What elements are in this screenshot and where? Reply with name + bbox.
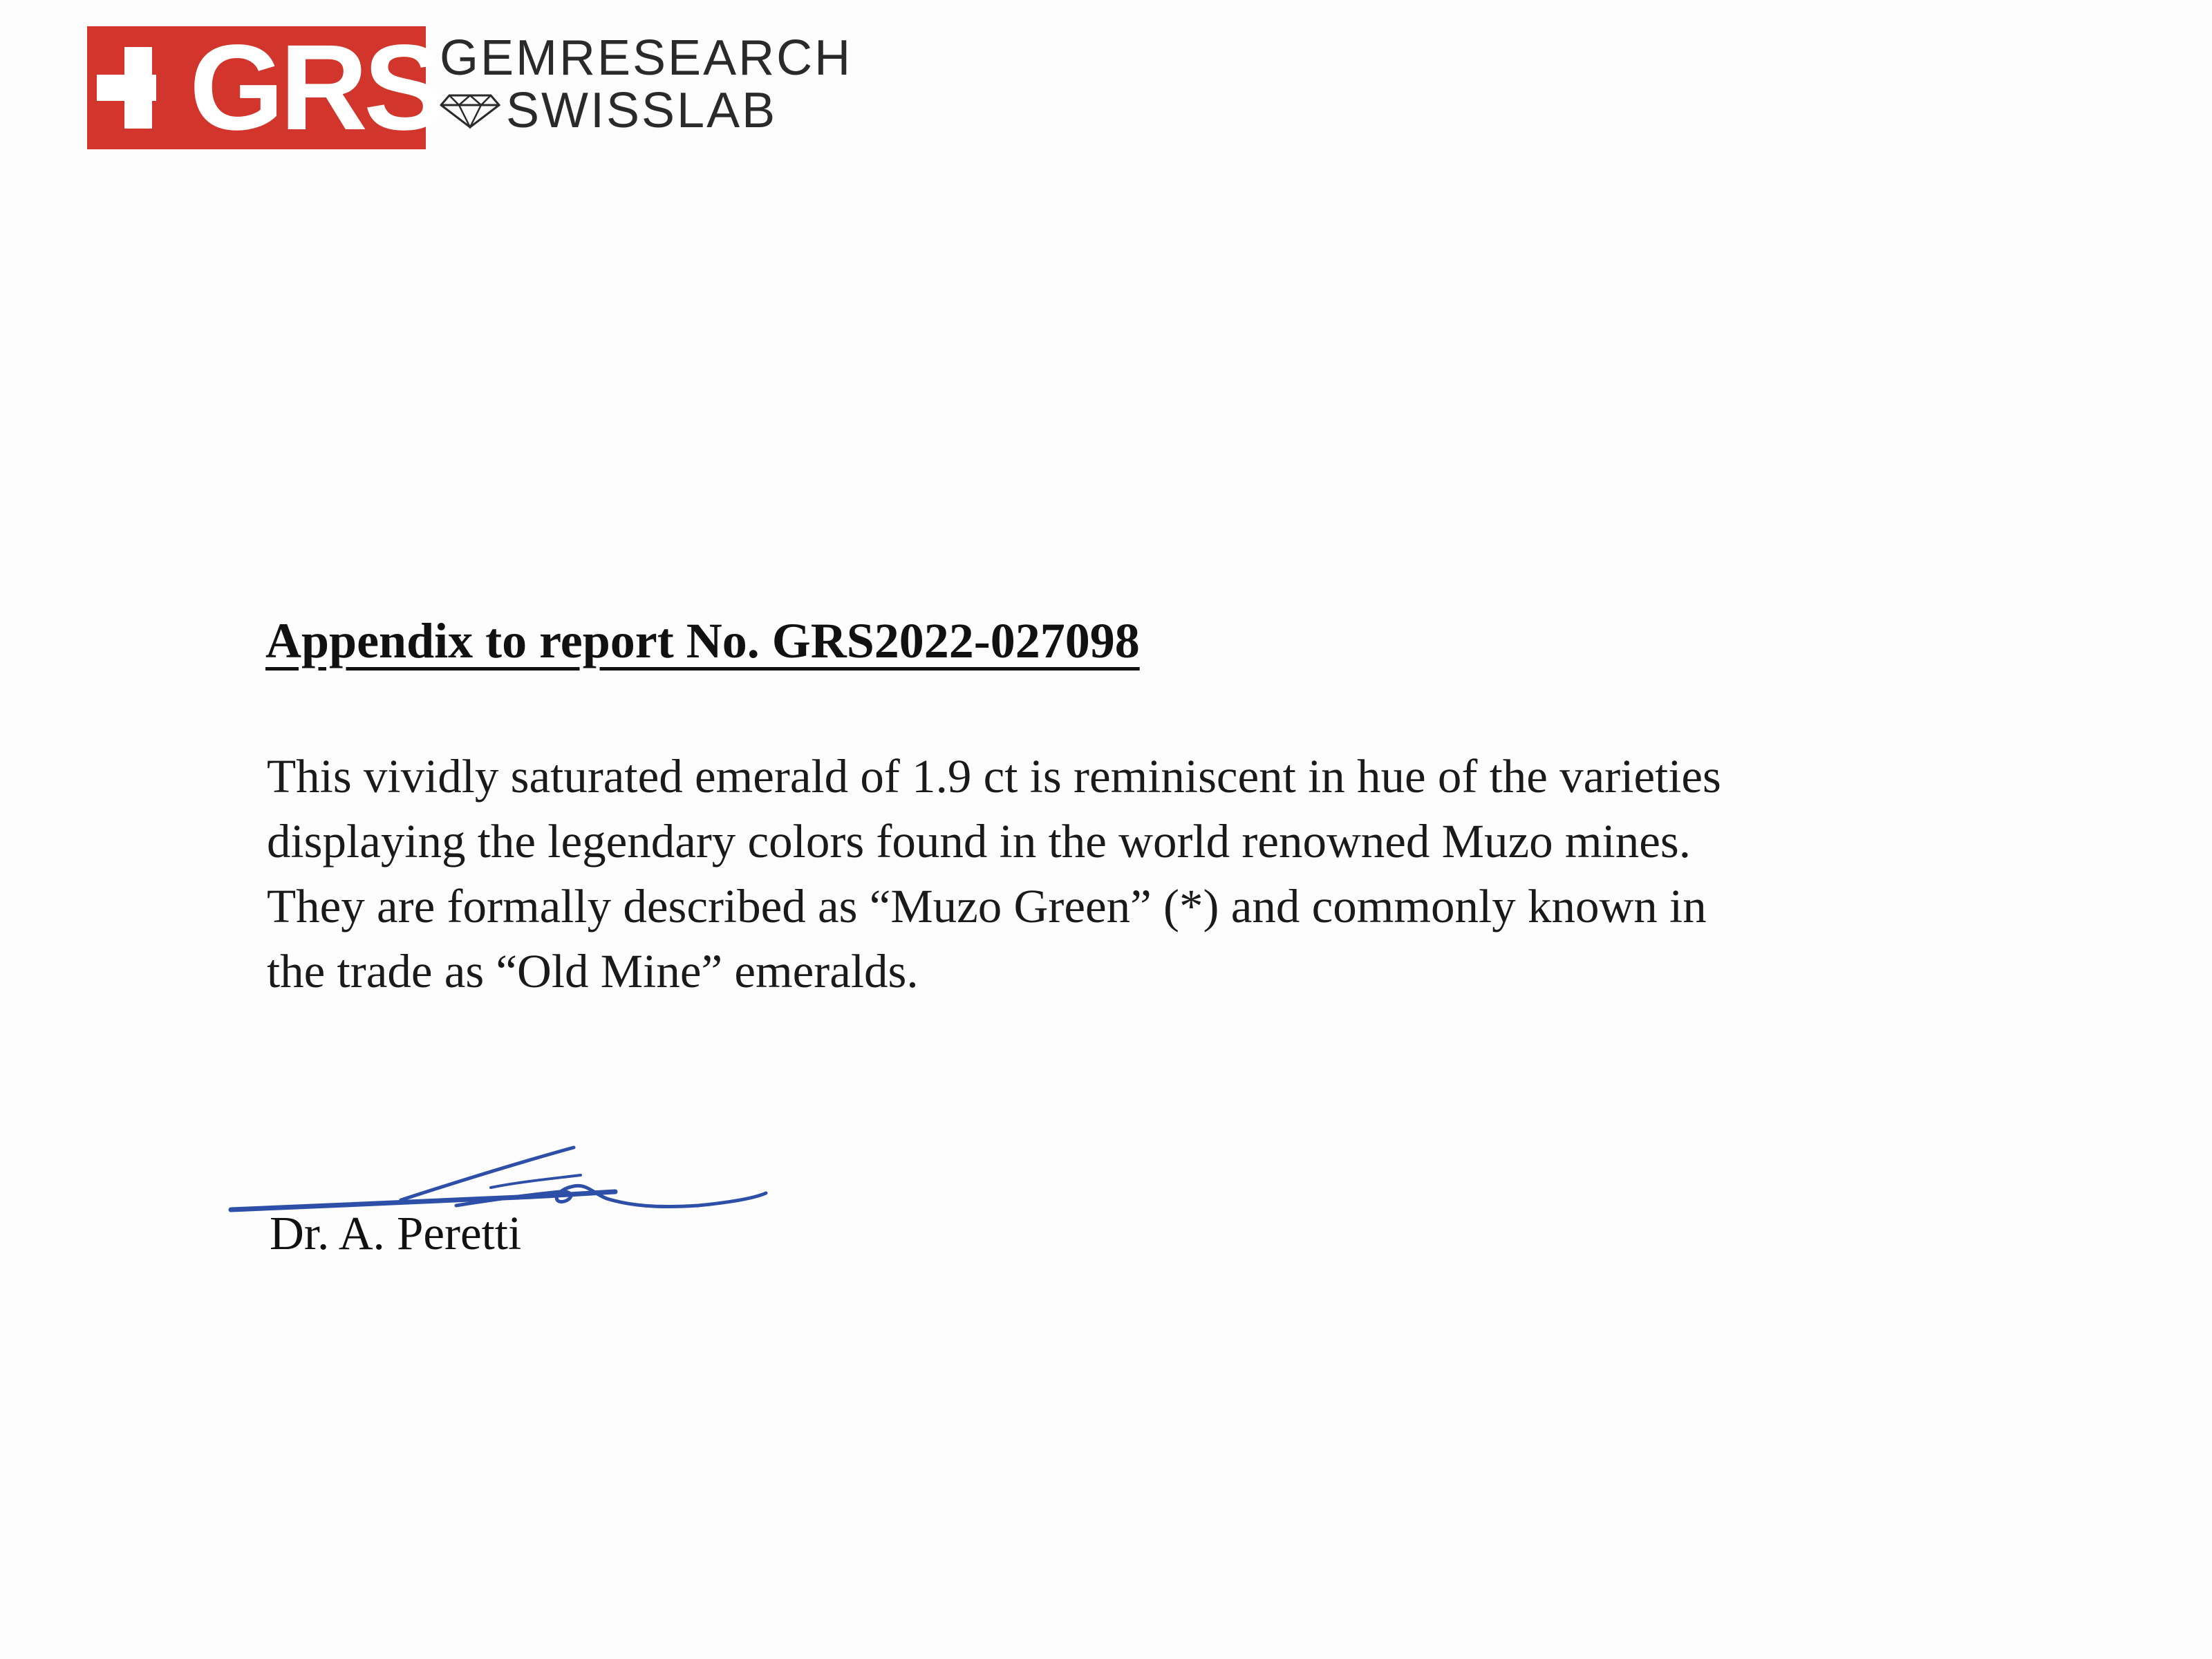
appendix-heading: Appendix to report No. GRS2022-027098	[265, 613, 1140, 668]
swiss-cross-icon	[87, 26, 163, 149]
logo-wordmark	[440, 26, 852, 137]
paragraph-line: They are formally described as “Muzo Green” (*) and commonly known in	[267, 880, 1707, 932]
paragraph-line: displaying the legendary colors found in the world renowned Muzo mines.	[267, 815, 1691, 868]
logo-mark: GRS	[189, 20, 441, 156]
paragraph-line: This vividly saturated emerald of 1.9 ct is reminiscent in hue of the varieties	[267, 750, 1721, 803]
logo-line-2-row	[440, 84, 852, 137]
logo-line-2: SWISSLAB	[506, 83, 778, 138]
appendix-paragraph	[267, 744, 1995, 1004]
signatory-name: Dr. A. Peretti	[270, 1207, 522, 1259]
logo-red-box	[87, 20, 441, 156]
paragraph-line: the trade as “Old Mine” emeralds.	[267, 945, 919, 997]
diamond-icon	[440, 91, 500, 130]
logo-line-1: GEMRESEARCH	[440, 30, 853, 86]
grs-logo	[87, 20, 853, 156]
